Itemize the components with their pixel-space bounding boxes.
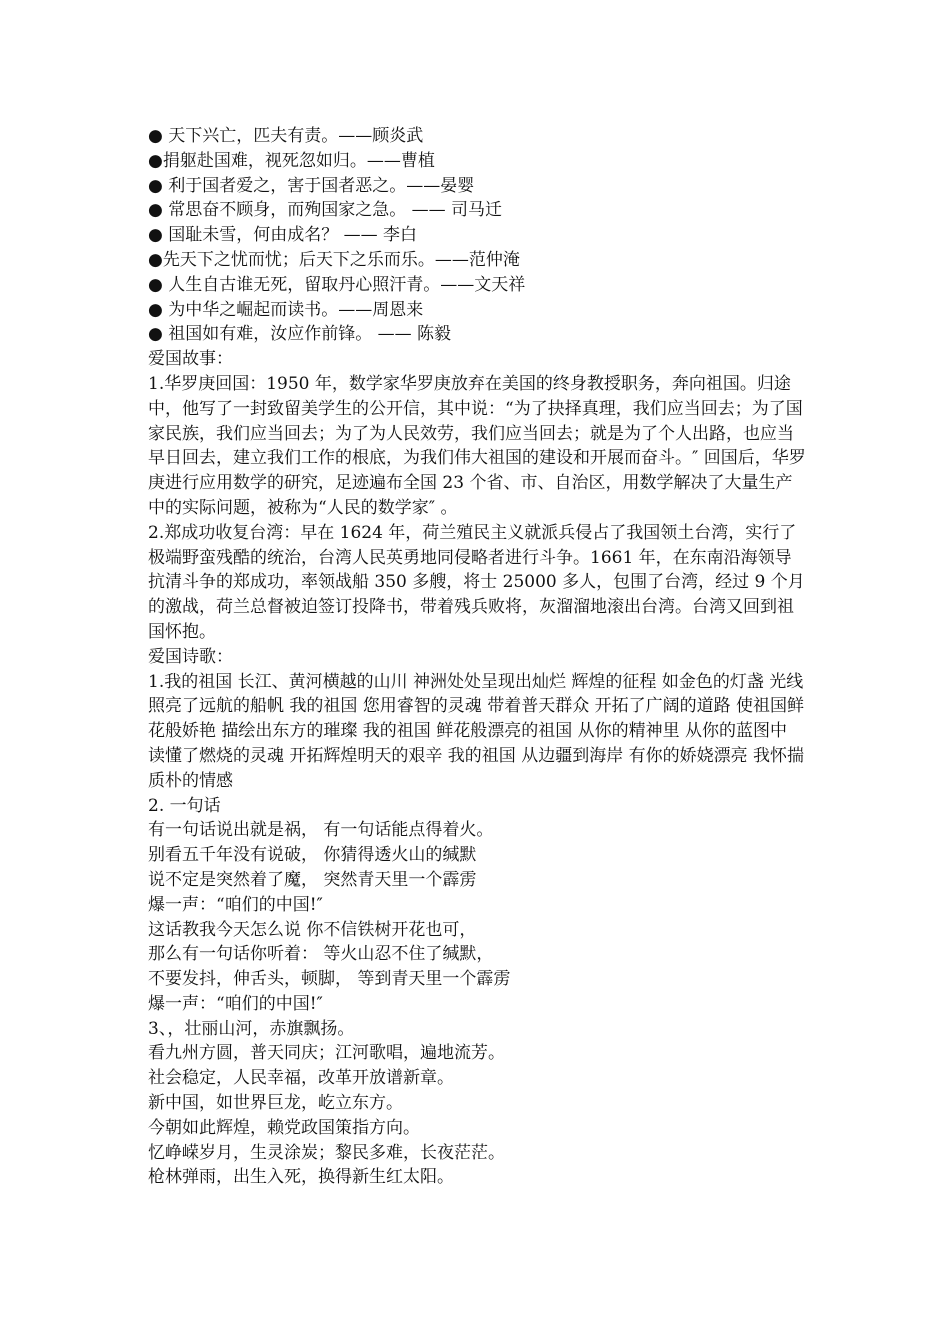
poem-line: 看九州方圆，普天同庆；江河歌唱，遍地流芳。 [148, 1043, 505, 1064]
poem-line: 今朝如此辉煌，赖党政国策指方向。 [148, 1117, 420, 1138]
quotes-list [148, 124, 808, 347]
poem-line: 新中国，如世界巨龙，屹立东方。 [148, 1093, 403, 1114]
document-page [148, 124, 808, 1190]
poem-line: 说不定是突然着了魔， 突然青天里一个霹雳 [148, 869, 477, 890]
quote-line: ●先天下之忧而忧；后天下之乐而乐。——范仲淹 [148, 249, 520, 270]
poem-line: 不要发抖，伸舌头，顿脚， 等到青天里一个霹雳 [148, 969, 511, 990]
quote-line: ●捐躯赴国难，视死忽如归。——曹植 [148, 150, 435, 171]
poem-line: 爆一声：“咱们的中国!″ [148, 894, 323, 915]
poem-line: 这话教我今天怎么说 你不信铁树开花也可， [148, 919, 477, 940]
poem-3-title: 3、，壮丽山河，赤旗飘扬。 [148, 1018, 355, 1039]
poems-heading: 爱国诗歌： [148, 646, 233, 667]
poem-2 [148, 818, 808, 1016]
story-paragraph: 1.华罗庚回国：1950 年，数学家华罗庚放弃在美国的终身教授职务，奔向祖国。归途中，他写了一封致留美学生的公开信，其中说：“为了抉择真理，我们应当回去；为了国家民族，我们应当回去；为了为人民效劳，我们应当回去；就是为了个人出路，也应当早日回去，建立我们工作的根底，为我们伟大祖国的建设和开展而奋斗。″ 回国后，华罗庚进行应用数学的研究，足迹遍布全国 23 个省、市、自治区，用数学解决了大量生产中的实际问题，被称为“人民的数学家″ 。 [148, 373, 806, 518]
poem-3 [148, 1041, 808, 1190]
quote-line: ● 国耻未雪，何由成名？ —— 李白 [148, 225, 418, 246]
poem-line: 爆一声：“咱们的中国!″ [148, 993, 323, 1014]
stories-section [148, 372, 808, 645]
poem-line: 忆峥嵘岁月，生灵涂炭；黎民多难，长夜茫茫。 [148, 1142, 505, 1163]
poem-line: 那么有一句话你听着： 等火山忍不住了缄默， [148, 944, 494, 965]
stories-heading: 爱国故事： [148, 349, 233, 370]
poem-line: 有一句话说出就是祸， 有一句话能点得着火。 [148, 820, 494, 841]
quote-line: ● 利于国者爱之，害于国者恶之。——晏婴 [148, 175, 475, 196]
poem-1: 1.我的祖国 长江、黄河横越的山川 神洲处处呈现出灿烂 辉煌的征程 如金色的灯盏 光线照亮了远航的船帆 我的祖国 您用睿智的灵魂 带着普天群众 开拓了广阔的道路 使祖国鲜花般娇艳 描绘出东方的璀璨 我的祖国 鲜花般漂亮的祖国 从你的精神里 从你的蓝图中 读懂了燃烧的灵魂 开拓辉煌明天的艰辛 我的祖国 从边疆到海岸 有你的娇娆漂亮 我怀揣质朴的情感 [148, 671, 805, 791]
story-paragraph: 2.郑成功收复台湾：早在 1624 年，荷兰殖民主义就派兵侵占了我国领土台湾，实行了极端野蛮残酷的统治，台湾人民英勇地同侵略者进行斗争。1661 年，在东南沿海领导抗清斗争的郑成功，率领战船 350 多艘，将士 25000 多人，包围了台湾，经过 9 个月的激战，荷兰总督被迫签订投降书，带着残兵败将，灰溜溜地滚出台湾。台湾又回到祖国怀抱。 [148, 522, 805, 642]
poem-2-title: 2. 一句话 [148, 795, 221, 816]
poem-line: 枪林弹雨，出生入死，换得新生红太阳。 [148, 1167, 454, 1188]
quote-line: ● 常思奋不顾身，而殉国家之急。 —— 司马迁 [148, 200, 503, 221]
poem-line: 社会稳定，人民幸福，改革开放谱新章。 [148, 1068, 454, 1089]
quote-line: ● 天下兴亡，匹夫有责。——顾炎武 [148, 126, 424, 146]
quote-line: ● 祖国如有难，汝应作前锋。 —— 陈毅 [148, 324, 452, 345]
quote-line: ● 为中华之崛起而读书。——周恩来 [148, 299, 424, 320]
quote-line: ● 人生自古谁无死，留取丹心照汗青。——文天祥 [148, 274, 526, 295]
poem-line: 别看五千年没有说破， 你猜得透火山的缄默 [148, 845, 477, 866]
